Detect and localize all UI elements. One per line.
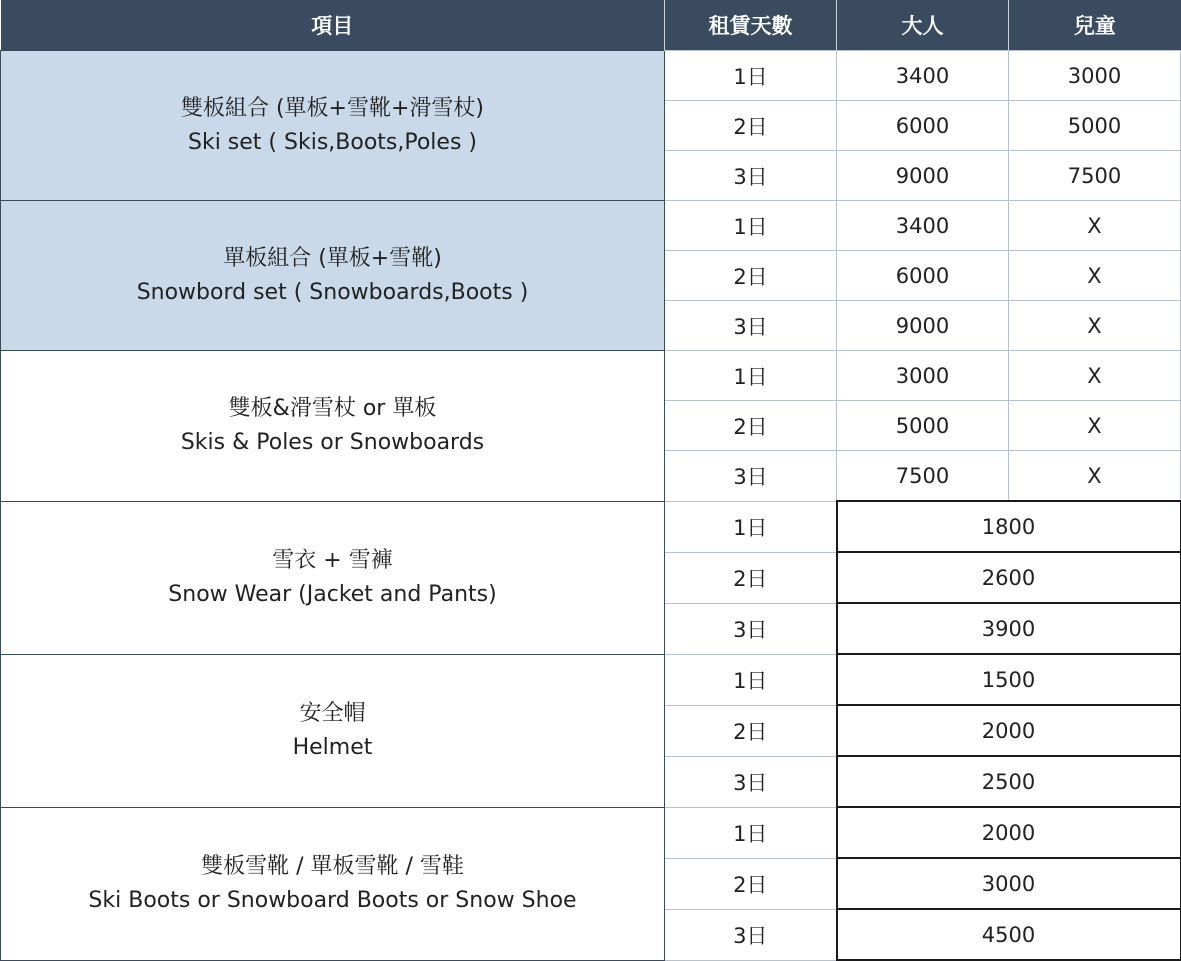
item-name-zh: 雪衣 + 雪褲 [272, 547, 393, 573]
price-cell: 2000 [837, 705, 1181, 756]
days-cell: 2日 [665, 858, 837, 909]
child-price-cell: 5000 [1009, 101, 1181, 151]
days-cell: 3日 [665, 909, 837, 960]
header-adult: 大人 [837, 0, 1009, 51]
child-price-cell: X [1009, 401, 1181, 451]
header-child: 兒童 [1009, 0, 1181, 51]
days-cell: 1日 [665, 351, 837, 401]
child-price-cell: 7500 [1009, 151, 1181, 201]
adult-price-cell: 7500 [837, 451, 1009, 502]
days-cell: 1日 [665, 201, 837, 251]
price-cell: 1500 [837, 654, 1181, 705]
table-row [1, 654, 1181, 705]
days-cell: 2日 [665, 251, 837, 301]
child-price-cell: 3000 [1009, 51, 1181, 101]
item-cell [1, 351, 665, 502]
item-name-en: Skis & Poles or Snowboards [180, 429, 485, 455]
adult-price-cell: 6000 [837, 101, 1009, 151]
header-days: 租賃天數 [665, 0, 837, 51]
days-cell: 3日 [665, 301, 837, 351]
adult-price-cell: 5000 [837, 401, 1009, 451]
item-name-en: Snowbord set ( Snowboards,Boots ) [136, 279, 529, 305]
table-row [1, 807, 1181, 858]
days-cell: 1日 [665, 51, 837, 101]
days-cell: 3日 [665, 756, 837, 807]
adult-price-cell: 6000 [837, 251, 1009, 301]
days-cell: 1日 [665, 654, 837, 705]
item-name-en: Ski Boots or Snowboard Boots or Snow Shoe [88, 887, 577, 913]
item-name-zh: 安全帽 [299, 700, 366, 726]
price-cell: 2600 [837, 552, 1181, 603]
header-row [1, 0, 1181, 51]
days-cell: 2日 [665, 705, 837, 756]
item-name-zh: 雙板組合 (單板+雪靴+滑雪杖) [180, 95, 485, 121]
days-cell: 2日 [665, 552, 837, 603]
table-row [1, 501, 1181, 552]
adult-price-cell: 3000 [837, 351, 1009, 401]
days-cell: 1日 [665, 501, 837, 552]
item-name-zh: 雙板&滑雪杖 or 單板 [228, 395, 437, 421]
item-name-en: Ski set ( Skis,Boots,Poles ) [188, 129, 477, 155]
child-price-cell: X [1009, 451, 1181, 502]
item-cell [1, 201, 665, 351]
child-price-cell: X [1009, 201, 1181, 251]
days-cell: 1日 [665, 807, 837, 858]
days-cell: 3日 [665, 151, 837, 201]
child-price-cell: X [1009, 351, 1181, 401]
table-body [1, 51, 1181, 961]
adult-price-cell: 3400 [837, 201, 1009, 251]
price-cell: 2500 [837, 756, 1181, 807]
price-cell: 3900 [837, 603, 1181, 654]
child-price-cell: X [1009, 251, 1181, 301]
price-cell: 4500 [837, 909, 1181, 960]
item-name-zh: 單板組合 (單板+雪靴) [223, 245, 442, 271]
adult-price-cell: 3400 [837, 51, 1009, 101]
days-cell: 2日 [665, 101, 837, 151]
adult-price-cell: 9000 [837, 301, 1009, 351]
price-cell: 3000 [837, 858, 1181, 909]
days-cell: 3日 [665, 603, 837, 654]
child-price-cell: X [1009, 301, 1181, 351]
days-cell: 2日 [665, 401, 837, 451]
table-header [1, 0, 1181, 51]
item-cell [1, 807, 665, 960]
adult-price-cell: 9000 [837, 151, 1009, 201]
days-cell: 3日 [665, 451, 837, 502]
table-row [1, 351, 1181, 401]
table-row [1, 201, 1181, 251]
header-item: 項目 [1, 0, 665, 51]
item-name-en: Snow Wear (Jacket and Pants) [168, 581, 497, 607]
item-name-zh: 雙板雪靴 / 單板雪靴 / 雪鞋 [201, 853, 464, 879]
item-name-en: Helmet [292, 734, 373, 760]
item-cell [1, 51, 665, 201]
price-cell: 2000 [837, 807, 1181, 858]
price-cell: 1800 [837, 501, 1181, 552]
table-row [1, 51, 1181, 101]
item-cell [1, 501, 665, 654]
item-cell [1, 654, 665, 807]
